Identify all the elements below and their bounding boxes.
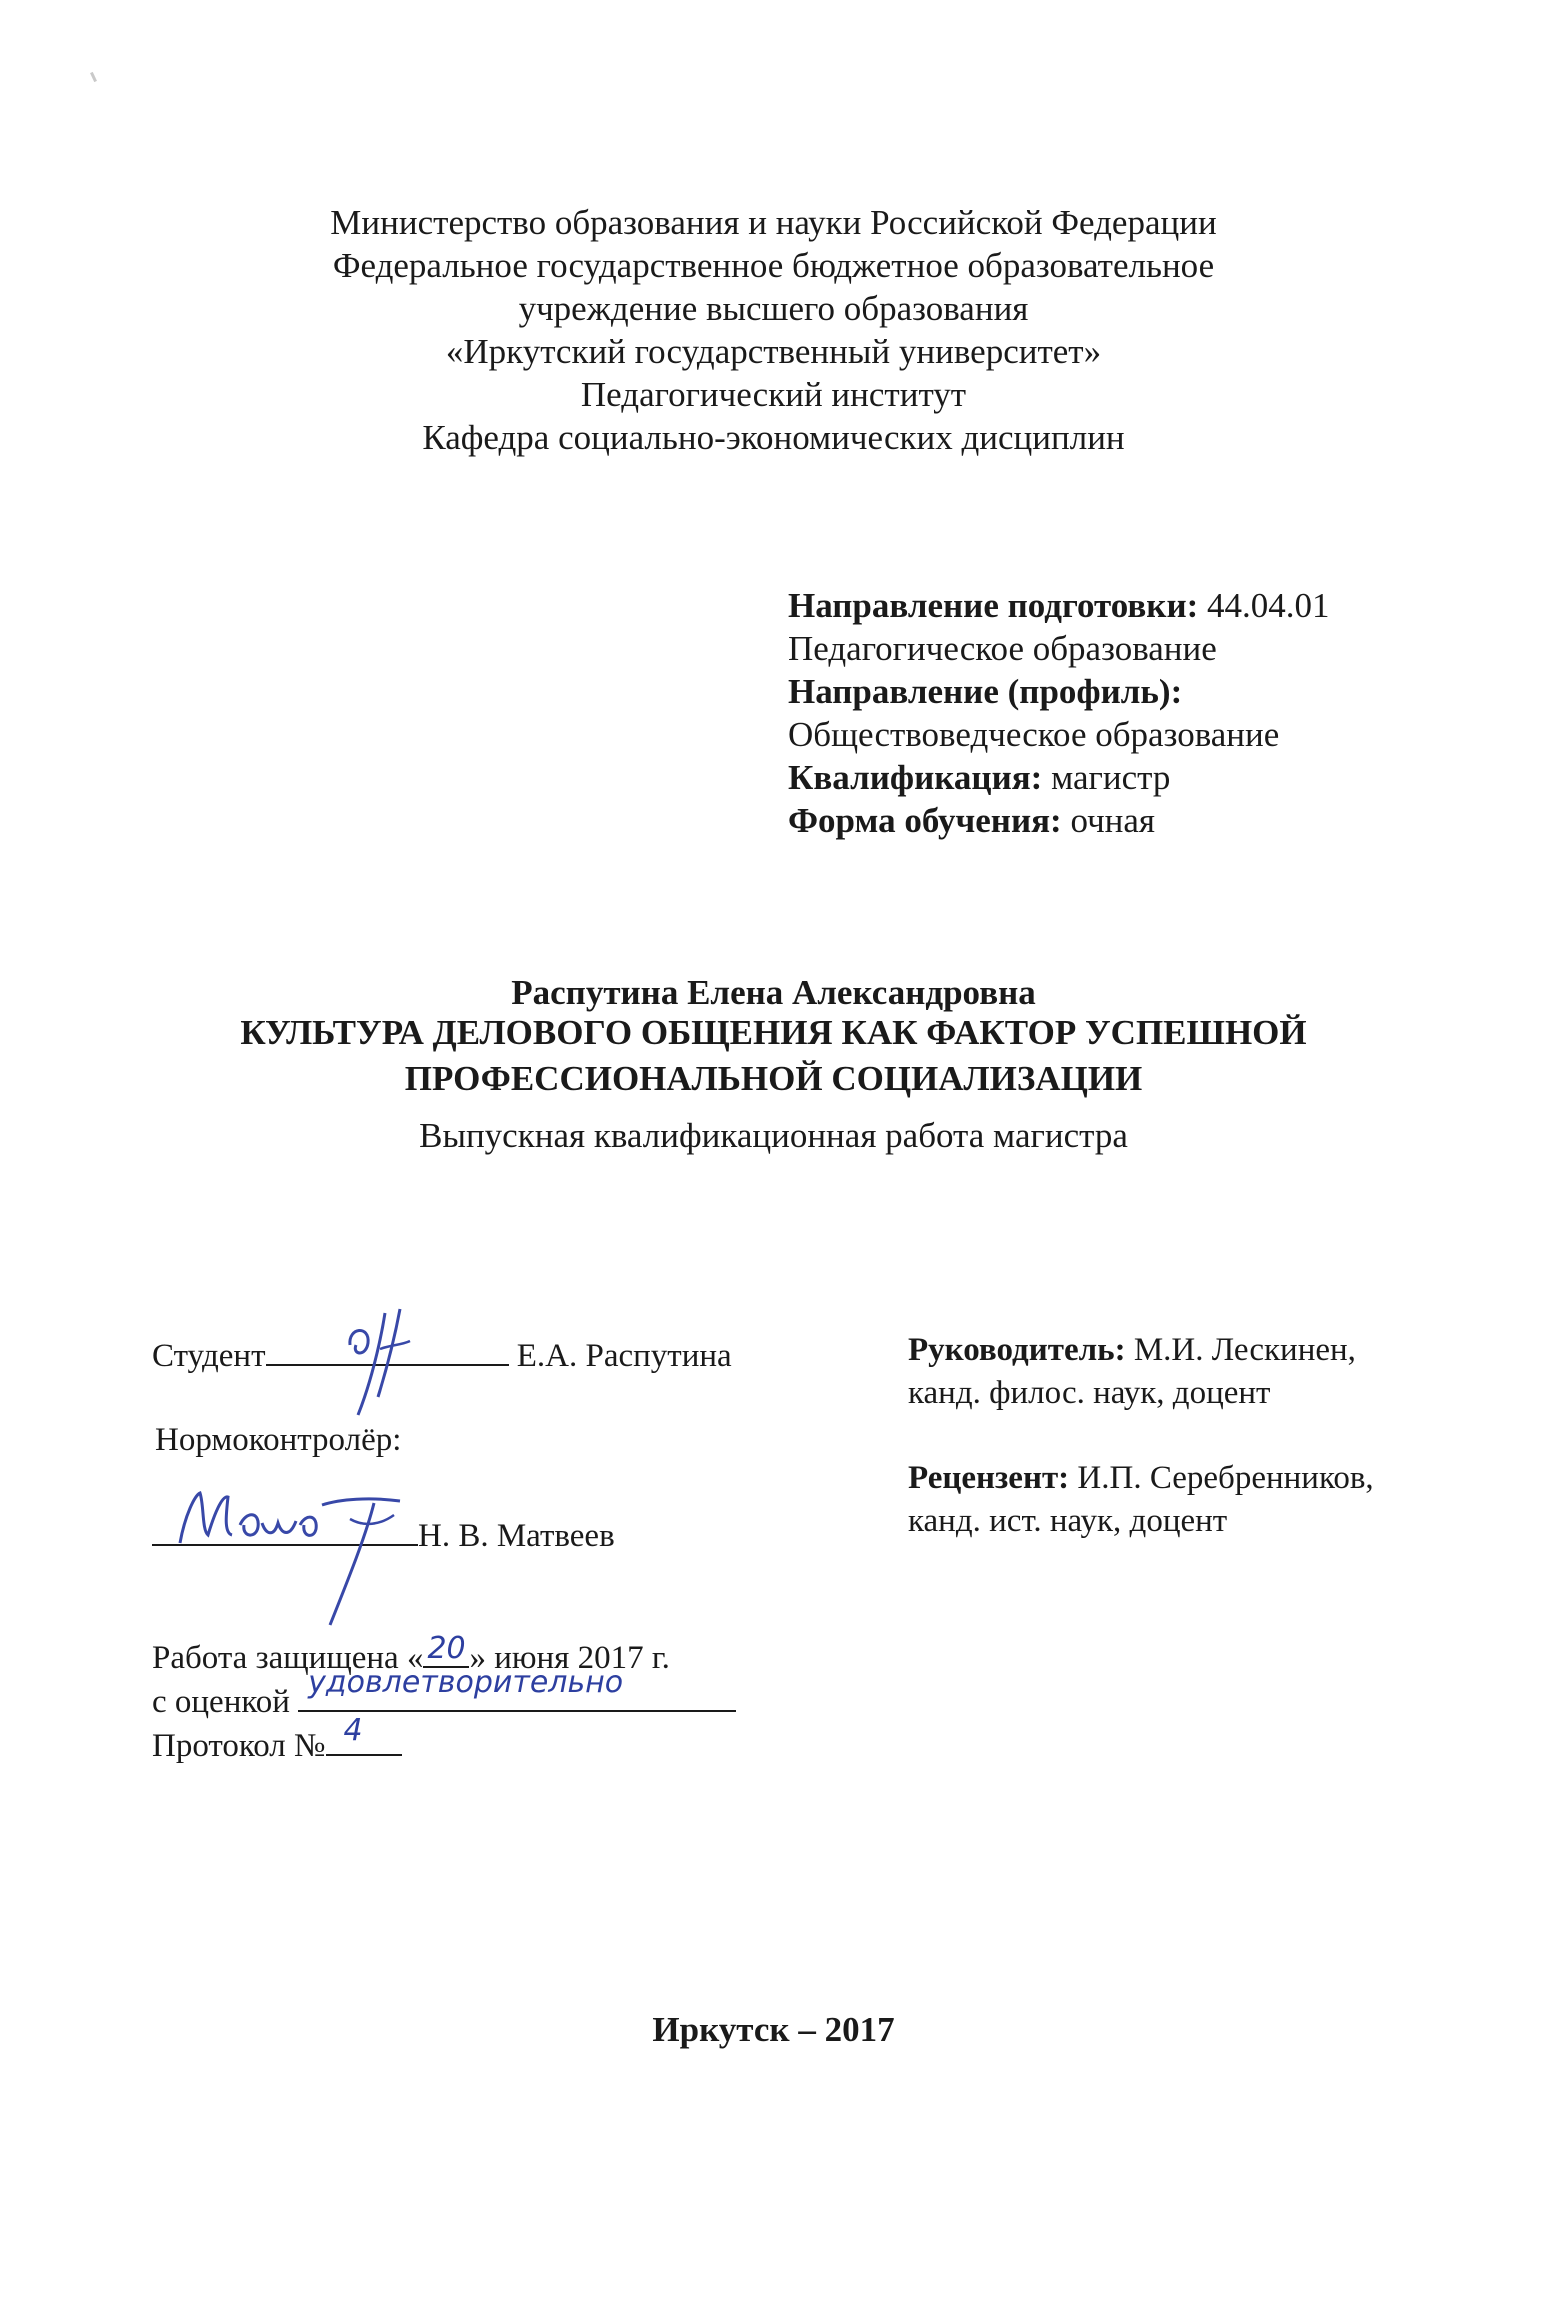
direction-row (788, 588, 1330, 631)
defended-prefix: Работа защищена « (152, 1640, 424, 1676)
supervisor-label: Руководитель: (908, 1332, 1126, 1368)
header-line: Кафедра социально-экономических дисциплин (422, 418, 1125, 457)
grade-field (298, 1665, 736, 1712)
reviewer-name: И.П. Серебренников, (1077, 1460, 1374, 1496)
program-info (788, 588, 1330, 846)
scan-speck (90, 72, 97, 82)
protocol-number: 4 (343, 1713, 363, 1748)
qualification-label: Квалификация: (788, 758, 1043, 797)
supervisor-degree: канд. филос. наук, доцент (908, 1375, 1271, 1411)
student-name: Е.А. Распутина (516, 1338, 732, 1374)
institution-header (0, 205, 1547, 463)
qualification-value: магистр (1051, 758, 1171, 797)
defended-day-field (423, 1631, 469, 1668)
header-line: Педагогический институт (580, 375, 967, 414)
profile-label: Направление (профиль): (788, 672, 1183, 711)
reviewer-row (908, 1462, 1374, 1505)
title-line: ПРОФЕССИОНАЛЬНОЙ СОЦИАЛИЗАЦИИ (404, 1059, 1143, 1098)
profile-value: Обществоведческое образование (788, 715, 1280, 754)
direction-code: 44.04.01 (1207, 586, 1330, 625)
work-title (0, 1015, 1547, 1107)
student-signature (330, 1305, 450, 1425)
protocol-row (152, 1713, 402, 1764)
direction-name: Педагогическое образование (788, 629, 1217, 668)
normcontrol-signature (150, 1475, 430, 1635)
protocol-field (326, 1713, 402, 1756)
form-row (788, 803, 1330, 846)
reviewer-degree: канд. ист. наук, доцент (908, 1503, 1228, 1539)
header-line: учреждение высшего образования (518, 289, 1029, 328)
grade-value: удовлетворительно (308, 1665, 624, 1700)
city-year: Иркутск – 2017 (652, 2010, 895, 2049)
normcontrol-name: Н. В. Матвеев (418, 1518, 615, 1554)
grade-label: с оценкой (152, 1684, 290, 1720)
qualification-row (788, 760, 1330, 803)
supervisor-block (908, 1334, 1356, 1420)
normcontrol-label: Нормоконтролёр: (155, 1422, 402, 1458)
work-type: Выпускная квалификационная работа магистра (419, 1116, 1128, 1155)
protocol-label: Протокол № (152, 1728, 326, 1764)
form-label: Форма обучения: (788, 801, 1062, 840)
header-line: Федеральное государственное бюджетное образовательное (332, 246, 1215, 285)
grade-row-text (152, 1665, 736, 1720)
header-line: «Иркутский государственный университет» (445, 332, 1102, 371)
header-line: Министерство образования и науки Российской Федерации (330, 203, 1217, 242)
form-value: очная (1070, 801, 1156, 840)
title-line: КУЛЬТУРА ДЕЛОВОГО ОБЩЕНИЯ КАК ФАКТОР УСПЕШНОЙ (240, 1013, 1307, 1052)
supervisor-row (908, 1334, 1356, 1377)
supervisor-name: М.И. Лескинен, (1133, 1332, 1356, 1368)
student-label: Студент (152, 1338, 266, 1374)
author-name: Распутина Елена Александровна (511, 973, 1036, 1012)
reviewer-label: Рецензент: (908, 1460, 1070, 1496)
reviewer-block (908, 1462, 1374, 1548)
defended-suffix: » июня 2017 г. (469, 1640, 670, 1676)
defended-day: 20 (427, 1631, 466, 1666)
direction-label: Направление подготовки: (788, 586, 1199, 625)
